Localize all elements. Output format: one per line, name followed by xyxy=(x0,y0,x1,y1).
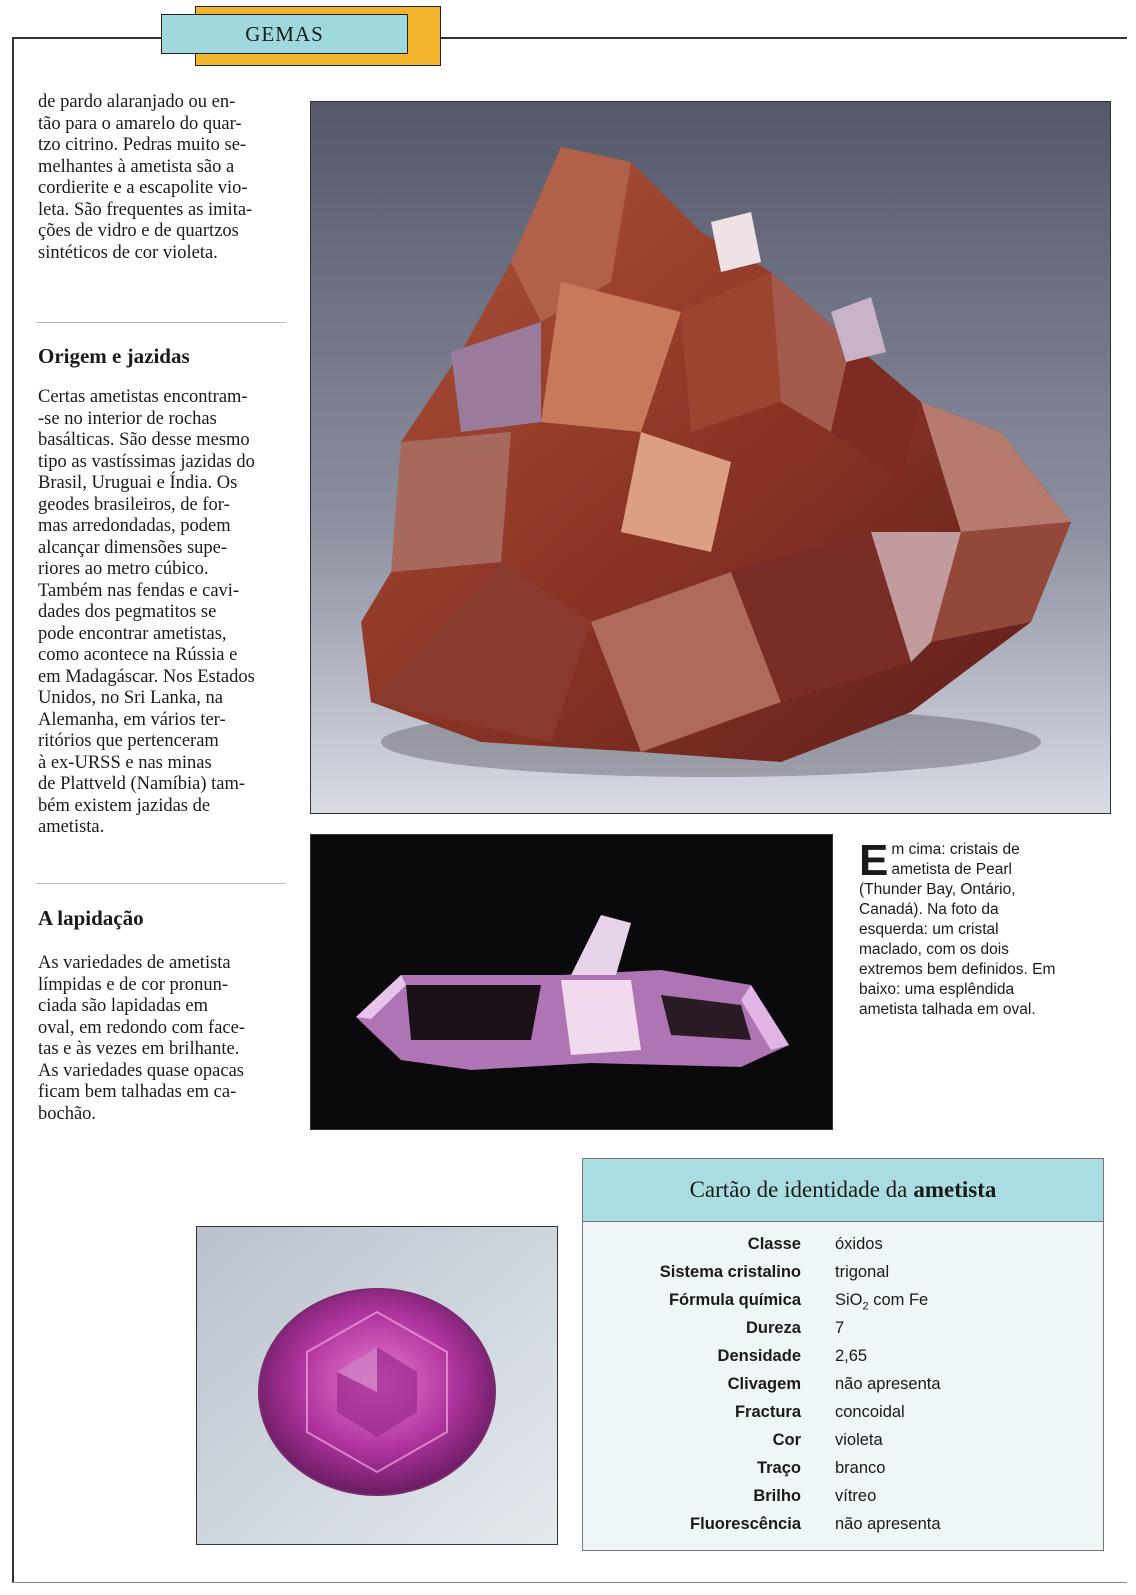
property-value: vítreo xyxy=(835,1487,877,1505)
heading-origem: Origem e jazidas xyxy=(38,344,190,368)
text-line: pode encontrar ametistas, xyxy=(38,623,227,644)
section-title: GEMAS xyxy=(245,21,324,46)
property-label: Traço xyxy=(756,1459,801,1477)
text-line: Alemanha, em vários ter- xyxy=(38,709,226,730)
page-frame-bottom xyxy=(12,1582,1127,1583)
property-value: violeta xyxy=(835,1431,883,1449)
text-line: cordierite e a escapolite vio- xyxy=(38,178,248,198)
text-line: à ex-URSS e nas minas xyxy=(38,752,212,773)
property-label: Fractura xyxy=(734,1403,801,1421)
text-line: tas e às vezes em brilhante. xyxy=(38,1039,240,1059)
property-row xyxy=(583,1319,1103,1347)
property-value: não apresenta xyxy=(835,1375,941,1393)
photo-caption xyxy=(859,836,1059,1020)
property-value: 7 xyxy=(835,1319,845,1337)
property-label: Fórmula química xyxy=(668,1291,801,1309)
intro-paragraph xyxy=(38,92,284,264)
text-line: As variedades quase opacas xyxy=(38,1060,244,1081)
text-line: ficam bem talhadas em ca- xyxy=(38,1082,237,1102)
text-line: Também nas fendas e cavi- xyxy=(38,580,240,601)
origem-paragraph xyxy=(38,387,284,839)
text-line: tzo citrino. Pedras muito se- xyxy=(38,135,247,155)
text-line: As variedades de ametista xyxy=(38,953,231,973)
lapidacao-paragraph xyxy=(38,953,284,1125)
twinned-crystal-illustration xyxy=(311,835,832,1129)
cut-amethyst-photo xyxy=(196,1226,558,1545)
caption-dropcap: E xyxy=(859,836,889,885)
formula-main: SiO xyxy=(835,1291,863,1309)
text-line: geodes brasileiros, de for- xyxy=(38,494,230,515)
text-line: ciada são lapidadas em xyxy=(38,996,209,1016)
property-value: trigonal xyxy=(835,1263,890,1281)
text-line: riores ao metro cúbico. xyxy=(38,559,209,579)
identity-card-header xyxy=(583,1159,1103,1222)
property-label: Densidade xyxy=(717,1347,801,1365)
property-row xyxy=(583,1515,1103,1543)
text-line: dades dos pegmatitos se xyxy=(38,602,217,622)
property-value: branco xyxy=(835,1459,886,1477)
property-value: 2,65 xyxy=(835,1347,868,1365)
cut-amethyst-illustration xyxy=(197,1227,557,1544)
text-line: ametista. xyxy=(38,817,105,837)
text-line: alcançar dimensões supe- xyxy=(38,537,228,558)
property-value: concoidal xyxy=(835,1403,905,1421)
property-row xyxy=(583,1291,1103,1319)
text-line: Certas ametistas encontram- xyxy=(38,387,248,407)
text-line: basálticas. São desse mesmo xyxy=(38,430,250,450)
section-tab xyxy=(161,14,408,54)
formula-rest: com Fe xyxy=(868,1291,929,1309)
text-line: de pardo alaranjado ou en- xyxy=(38,92,236,112)
text-line: sintéticos de cor violeta. xyxy=(38,242,218,263)
twinned-crystal-photo xyxy=(310,834,833,1130)
text-line: límpidas e de cor pronun- xyxy=(38,974,229,995)
property-label: Sistema cristalino xyxy=(659,1263,801,1281)
property-row xyxy=(583,1431,1103,1459)
section-divider xyxy=(36,322,286,323)
text-line: como acontece na Rússia e xyxy=(38,645,238,665)
text-line: oval, em redondo com face- xyxy=(38,1017,246,1038)
property-label: Brilho xyxy=(753,1487,801,1505)
property-row xyxy=(583,1347,1103,1375)
property-row xyxy=(583,1263,1103,1291)
text-line: melhantes à ametista são a xyxy=(38,156,235,177)
amethyst-cluster-photo xyxy=(310,101,1111,814)
text-line: ções de vidro e de quartzos xyxy=(38,221,239,241)
property-label: Fluorescência xyxy=(690,1515,801,1533)
property-label: Cor xyxy=(772,1431,801,1449)
formula-subscript: 2 xyxy=(862,1300,869,1313)
text-line: em Madagáscar. Nos Estados xyxy=(38,666,255,687)
heading-lapidacao: A lapidação xyxy=(38,906,144,930)
identity-card-title-mineral: ametista xyxy=(913,1177,997,1202)
property-value: não apresenta xyxy=(835,1515,941,1533)
property-value: óxidos xyxy=(835,1235,883,1253)
identity-card-title: Cartão de identidade da xyxy=(689,1177,908,1202)
property-label: Classe xyxy=(747,1235,801,1253)
property-row xyxy=(583,1235,1103,1263)
text-line: Unidos, no Sri Lanka, na xyxy=(38,688,223,708)
text-line: Brasil, Uruguai e Índia. Os xyxy=(38,473,238,493)
amethyst-cluster-illustration xyxy=(311,102,1110,813)
property-row xyxy=(583,1375,1103,1403)
caption-text: m cima: cristais de ametista de Pearl (Thunder Bay, Ontário, Canadá). Na foto da esquerda: um cristal maclado, com os dois extremos bem definidos. Em baixo: uma esplêndida ametista talhada em oval. xyxy=(859,841,1056,1018)
property-label: Dureza xyxy=(745,1319,801,1337)
text-line: tão para o amarelo do quar- xyxy=(38,113,242,134)
page-frame-left xyxy=(12,38,14,1583)
property-row xyxy=(583,1487,1103,1515)
text-line: leta. São frequentes as imita- xyxy=(38,199,253,220)
property-value xyxy=(835,1291,928,1312)
text-line: bém existem jazidas de xyxy=(38,795,211,816)
text-line: ritórios que pertenceram xyxy=(38,731,219,751)
section-divider xyxy=(36,883,286,884)
property-label: Clivagem xyxy=(727,1375,801,1393)
identity-card xyxy=(582,1158,1104,1551)
text-line: de Plattveld (Namíbia) tam- xyxy=(38,774,246,794)
property-row xyxy=(583,1459,1103,1487)
text-line: bochão. xyxy=(38,1103,97,1124)
text-line: tipo as vastíssimas jazidas do xyxy=(38,451,255,472)
text-line: mas arredondadas, podem xyxy=(38,516,231,536)
property-row xyxy=(583,1403,1103,1431)
text-line: -se no interior de rochas xyxy=(38,408,217,429)
